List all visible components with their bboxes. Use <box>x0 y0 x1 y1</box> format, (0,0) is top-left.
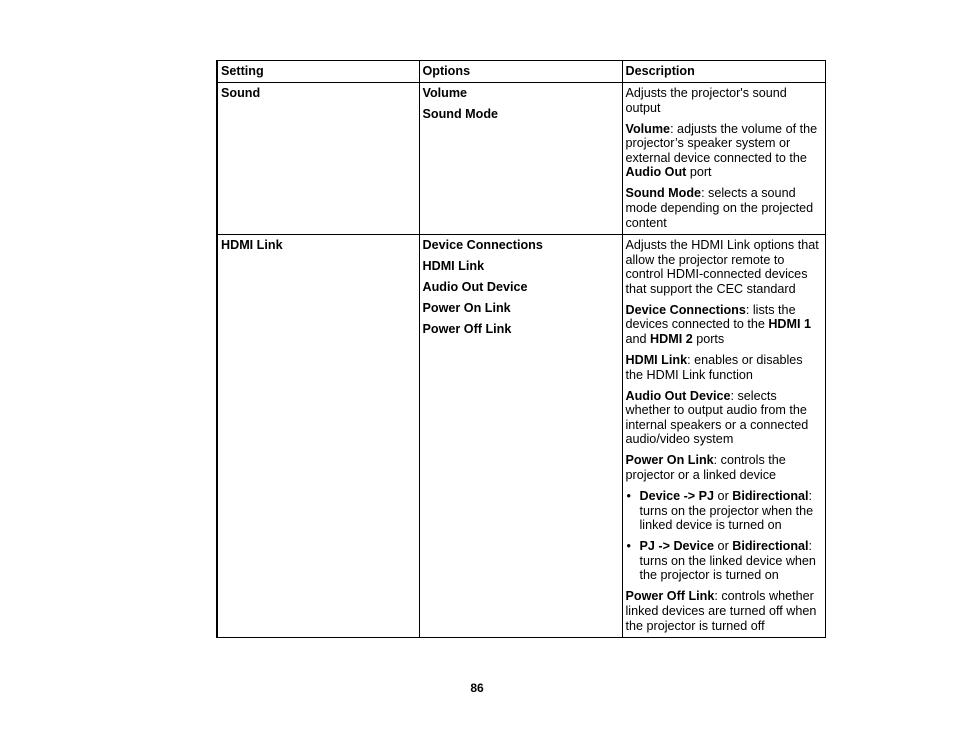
page-number: 86 <box>470 681 484 695</box>
term-text: : selects a sound mode depending on the projected content <box>625 186 814 230</box>
description-intro: Adjusts the projector's sound output <box>625 86 787 115</box>
term-text: : adjusts the volume of the projector’s speaker system or external device connected to the <box>625 121 818 165</box>
term: Bidirectional <box>732 539 809 554</box>
bullet-icon: • <box>626 539 631 554</box>
term-text: port <box>686 165 712 180</box>
setting-hdmi-link: HDMI Link <box>217 235 419 638</box>
term: HDMI 1 <box>768 317 812 332</box>
table-row-sound <box>217 83 825 235</box>
term-text: ports <box>692 332 725 347</box>
term-text: : turns on the projector when the linked device is turned on <box>639 488 814 533</box>
setting-sound: Sound <box>217 83 419 235</box>
term: Power Off Link <box>625 589 715 604</box>
term-text: : enables or disables the HDMI Link function <box>625 353 803 382</box>
term: Sound Mode <box>625 186 702 201</box>
list-item <box>626 539 822 583</box>
term: PJ -> Device <box>639 539 715 554</box>
term-text: or <box>714 539 733 554</box>
description-intro: Adjusts the HDMI Link options that allow the projector remote to control HDMI-connected devices that support the CEC standard <box>625 238 819 296</box>
option-sound-mode: Sound Mode <box>422 106 499 121</box>
header-options: Options <box>419 61 622 83</box>
list-item <box>626 489 822 533</box>
term-text: and <box>625 332 651 347</box>
option-power-off-link: Power Off Link <box>422 322 512 337</box>
options-hdmi-link <box>419 235 622 638</box>
description-sound <box>622 83 825 235</box>
bullet-icon: • <box>626 488 631 503</box>
description-audio-out-device <box>626 389 822 447</box>
option-volume: Volume <box>422 86 468 100</box>
term-text: : turns on the linked device when the projector is turned on <box>639 539 816 583</box>
description-volume <box>626 122 822 180</box>
description-device-connections <box>626 303 822 347</box>
option-power-on-link: Power On Link <box>422 301 511 316</box>
term-text: : controls the projector or a linked device <box>625 453 786 482</box>
settings-table <box>216 60 826 638</box>
header-setting: Setting <box>217 61 419 83</box>
term: Bidirectional <box>732 488 809 503</box>
term-text: or <box>714 488 733 503</box>
description-power-on-link <box>626 453 822 482</box>
description-power-off-link <box>626 589 822 633</box>
term: Device -> PJ <box>639 488 715 503</box>
term: HDMI 2 <box>650 332 693 347</box>
table-row-hdmi-link <box>217 235 825 638</box>
term: Audio Out <box>625 165 687 180</box>
term-text: : lists the devices connected to the <box>625 302 796 332</box>
header-description: Description <box>622 61 825 83</box>
option-hdmi-link: HDMI Link <box>422 259 485 274</box>
description-sound-mode <box>626 186 822 230</box>
term: Audio Out Device <box>625 388 731 403</box>
term: Device Connections <box>625 302 746 317</box>
term-text: : controls whether linked devices are turned off when the projector is turned off <box>625 589 817 633</box>
term: Volume <box>625 121 671 136</box>
description-hdmi-link-option <box>626 353 822 382</box>
table-header-row <box>217 61 825 83</box>
option-device-connections: Device Connections <box>422 238 543 253</box>
options-sound <box>419 83 622 235</box>
term-text: : selects whether to output audio from the internal speakers or a connected audio/video system <box>625 388 809 447</box>
term: HDMI Link <box>625 353 688 368</box>
option-audio-out-device: Audio Out Device <box>422 280 528 295</box>
description-hdmi-link <box>622 235 825 638</box>
term: Power On Link <box>625 453 714 468</box>
